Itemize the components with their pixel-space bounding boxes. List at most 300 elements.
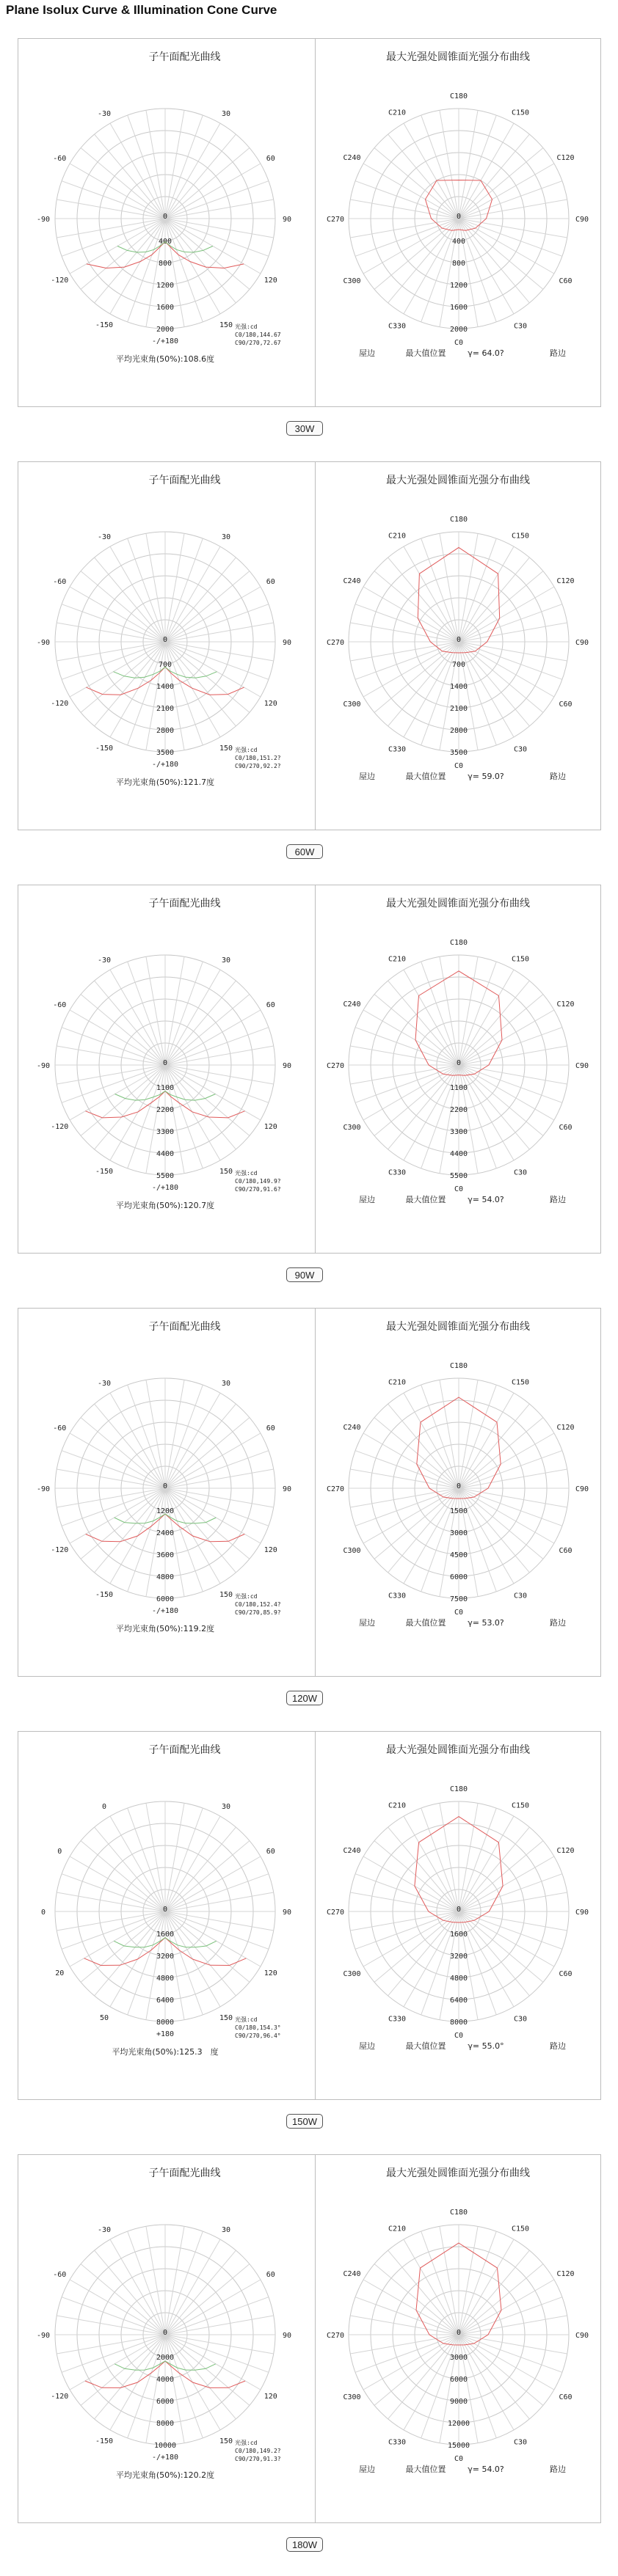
radial-label: 12000	[447, 2420, 470, 2428]
meridian-title: 子午面配光曲线	[148, 2167, 221, 2179]
angle-label: -30	[97, 1380, 112, 1388]
cone-title: 最大光强处圆锥面光强分布曲线	[386, 51, 530, 63]
angle-label: 30	[221, 2226, 231, 2235]
meridian-chart	[18, 39, 352, 408]
angle-label: 120	[263, 1969, 277, 1977]
cone-bottom-label: γ= 54.0?	[468, 2465, 504, 2474]
cone-angle-label: C330	[388, 2438, 407, 2447]
angle-label: 120	[263, 1546, 277, 1554]
cone-angle-label: C330	[388, 1168, 407, 1177]
cone-angle-label: C30	[513, 322, 528, 331]
angle-label: 150	[219, 744, 233, 753]
radial-label: 2100	[156, 705, 175, 713]
cone-angle-label: C0	[454, 2032, 464, 2040]
legend-entry: C0/180,151.2?	[235, 755, 281, 761]
radial-label: 4800	[156, 1975, 175, 1983]
cone-angle-label: C60	[559, 700, 572, 709]
cone-chart	[316, 885, 602, 1254]
radial-label: 1100	[156, 1084, 175, 1092]
meridian-panel	[18, 2154, 352, 2523]
radial-label: 10000	[153, 2442, 177, 2450]
radial-label: 3500	[156, 749, 175, 757]
legend-title: 光强:cd	[235, 1170, 258, 1177]
meridian-chart	[18, 1309, 352, 1677]
cone-angle-label: C210	[388, 532, 407, 541]
legend-entry: C90/270,91.3?	[235, 2456, 281, 2462]
angle-label: -/+180	[151, 337, 179, 345]
angle-label: -60	[53, 1001, 67, 1009]
cone-angle-label: C150	[511, 1378, 530, 1387]
angle-label: -60	[53, 1424, 67, 1432]
angle-label: 90	[282, 1909, 292, 1917]
cone-bottom-label: γ= 55.0°	[468, 2041, 504, 2051]
cone-angle-label: C150	[511, 1801, 530, 1810]
power-badge: 30W	[286, 421, 323, 436]
radial-label: 6000	[449, 2376, 468, 2384]
angle-label: 30	[221, 956, 231, 965]
radial-label: 4800	[449, 1975, 468, 1983]
meridian-panel	[18, 1308, 352, 1677]
cone-title: 最大光强处圆锥面光强分布曲线	[386, 475, 530, 486]
meridian-chart	[18, 2155, 352, 2524]
angle-label: -/+180	[151, 1184, 179, 1192]
meridian-chart	[18, 885, 352, 1254]
radial-label: 1200	[156, 1507, 175, 1515]
angle-label: -30	[97, 2226, 112, 2235]
center-label: 0	[162, 1059, 168, 1067]
angle-label: 30	[221, 1803, 231, 1812]
radial-label: 9000	[449, 2398, 468, 2406]
cone-angle-label: C90	[575, 1909, 589, 1917]
center-label: 0	[456, 1482, 462, 1490]
angle-label: 30	[221, 110, 231, 119]
cone-angle-label: C270	[326, 216, 345, 224]
radial-label: 800	[158, 260, 172, 268]
beam-angle-label: 平均光束角(50%):125.3 度	[112, 2047, 219, 2057]
cone-angle-label: C30	[513, 2438, 528, 2447]
radial-label: 6000	[156, 2398, 175, 2406]
radial-label: 3000	[449, 1529, 468, 1537]
radial-label: 3300	[156, 1128, 175, 1136]
angle-label: +180	[156, 2030, 175, 2038]
legend-title: 光强:cd	[235, 1593, 258, 1600]
radial-label: 8000	[449, 2019, 468, 2027]
radial-label: 15000	[447, 2442, 470, 2450]
cone-bottom-label: 屋边	[359, 2465, 375, 2474]
legend-entry: C90/270,91.6?	[235, 1186, 281, 1193]
cone-angle-label: C90	[575, 1485, 589, 1493]
radial-label: 4400	[156, 1150, 175, 1158]
radial-label: 1200	[156, 282, 175, 290]
center-label: 0	[162, 1906, 168, 1914]
angle-label: 150	[219, 321, 233, 329]
cone-angle-label: C240	[343, 1847, 361, 1855]
center-label: 0	[162, 2329, 168, 2337]
cone-bottom-label: 最大值位置	[405, 772, 446, 781]
beam-angle-label: 平均光束角(50%):120.7度	[115, 1201, 215, 1210]
angle-label: 60	[266, 1001, 275, 1009]
cone-angle-label: C90	[575, 216, 589, 224]
center-label: 0	[162, 213, 168, 221]
cone-angle-label: C210	[388, 955, 407, 964]
angle-label: -/+180	[151, 1607, 179, 1615]
meridian-panel	[18, 885, 352, 1254]
cone-angle-label: C60	[559, 1970, 572, 1978]
angle-label: 120	[263, 700, 277, 708]
angle-label: 50	[99, 2013, 109, 2022]
power-badge: 180W	[286, 2537, 323, 2552]
center-label: 0	[162, 636, 168, 644]
cone-bottom-label: γ= 53.0?	[468, 1618, 504, 1628]
angle-label: 0	[40, 1909, 46, 1917]
angle-label: -150	[95, 321, 114, 329]
cone-angle-label: C60	[559, 2393, 572, 2401]
radial-label: 6400	[449, 1997, 468, 2005]
radial-label: 4000	[156, 2376, 175, 2384]
beam-angle-label: 平均光束角(50%):120.2度	[115, 2470, 215, 2480]
cone-bottom-label: 路边	[550, 2041, 566, 2051]
legend-title: 光强:cd	[235, 323, 258, 330]
cone-bottom-label: 路边	[550, 1195, 566, 1204]
radial-label: 1400	[449, 683, 468, 691]
cone-bottom-label: 屋边	[359, 348, 375, 358]
legend-entry: C0/180,152.4?	[235, 1601, 281, 1608]
angle-label: 120	[263, 277, 277, 285]
cone-panel	[315, 38, 601, 407]
angle-label: -150	[95, 2437, 114, 2445]
cone-angle-label: C270	[326, 1485, 345, 1493]
angle-label: -150	[95, 744, 114, 753]
angle-label: 30	[221, 1380, 231, 1388]
cone-angle-label: C180	[449, 92, 468, 100]
cone-panel	[315, 1731, 601, 2100]
meridian-panel	[18, 1731, 352, 2100]
legend-title: 光强:cd	[235, 2016, 258, 2023]
cone-bottom-label: 屋边	[359, 772, 375, 781]
cone-angle-label: C330	[388, 1592, 407, 1600]
cone-panel	[315, 1308, 601, 1677]
radial-label: 2000	[449, 326, 468, 334]
cone-angle-label: C270	[326, 1909, 345, 1917]
cone-angle-label: C300	[343, 277, 361, 285]
cone-angle-label: C180	[449, 1362, 468, 1370]
radial-label: 2800	[449, 727, 468, 735]
radial-label: 4400	[449, 1150, 468, 1158]
cone-angle-label: C0	[454, 1609, 464, 1617]
cone-bottom-label: 路边	[550, 772, 566, 781]
beam-angle-label: 平均光束角(50%):108.6度	[115, 354, 215, 364]
cone-angle-label: C300	[343, 1970, 361, 1978]
radial-label: 2100	[449, 705, 468, 713]
cone-chart	[316, 39, 602, 408]
cone-angle-label: C210	[388, 1801, 407, 1810]
angle-label: -90	[36, 216, 51, 224]
meridian-title: 子午面配光曲线	[148, 898, 221, 910]
angle-label: 90	[282, 216, 292, 224]
cone-angle-label: C240	[343, 2270, 361, 2278]
cone-angle-label: C30	[513, 2015, 528, 2024]
beam-angle-label: 平均光束角(50%):121.7度	[115, 777, 215, 787]
cone-bottom-label: 路边	[550, 1618, 566, 1628]
radial-label: 1600	[156, 1931, 175, 1939]
radial-label: 1400	[156, 683, 175, 691]
angle-label: 90	[282, 1485, 292, 1493]
power-badge: 120W	[286, 1691, 323, 1705]
radial-label: 1600	[156, 304, 175, 312]
cone-angle-label: C300	[343, 1547, 361, 1555]
cone-angle-label: C150	[511, 109, 530, 117]
cone-angle-label: C270	[326, 2332, 345, 2340]
radial-label: 5500	[449, 1172, 468, 1180]
meridian-chart	[18, 462, 352, 831]
cone-bottom-label: 屋边	[359, 2041, 375, 2051]
beam-angle-label: 平均光束角(50%):119.2度	[115, 1624, 215, 1633]
angle-label: -60	[53, 578, 67, 586]
radial-label: 4800	[156, 1573, 175, 1581]
radial-label: 2800	[156, 727, 175, 735]
radial-label: 3500	[449, 749, 468, 757]
angle-label: -60	[53, 2271, 67, 2279]
angle-label: 90	[282, 639, 292, 647]
cone-angle-label: C210	[388, 2225, 407, 2233]
meridian-title: 子午面配光曲线	[148, 1321, 221, 1333]
cone-angle-label: C0	[454, 339, 464, 347]
angle-label: -150	[95, 1590, 114, 1599]
legend-entry: C0/180,154.3°	[235, 2024, 281, 2031]
angle-label: 150	[219, 2013, 233, 2022]
radial-label: 3000	[449, 2354, 468, 2362]
center-label: 0	[456, 1059, 462, 1067]
cone-panel	[315, 885, 601, 1254]
cone-angle-label: C30	[513, 1168, 528, 1177]
radial-label: 7500	[449, 1595, 468, 1603]
cone-angle-label: C180	[449, 1785, 468, 1793]
angle-label: 90	[282, 1062, 292, 1070]
radial-label: 2000	[156, 326, 175, 334]
cone-angle-label: C60	[559, 277, 572, 285]
cone-angle-label: C300	[343, 1124, 361, 1132]
cone-angle-label: C330	[388, 322, 407, 331]
radial-label: 8000	[156, 2420, 175, 2428]
meridian-title: 子午面配光曲线	[148, 1744, 221, 1756]
angle-label: 0	[101, 1803, 107, 1812]
angle-label: -30	[97, 533, 112, 542]
cone-angle-label: C150	[511, 532, 530, 541]
cone-angle-label: C330	[388, 2015, 407, 2024]
angle-label: -/+180	[151, 761, 179, 769]
cone-bottom-label: 屋边	[359, 1195, 375, 1204]
angle-label: -90	[36, 1062, 51, 1070]
radial-label: 2000	[156, 2354, 175, 2362]
angle-label: -90	[36, 639, 51, 647]
cone-angle-label: C240	[343, 577, 361, 585]
meridian-chart	[18, 1732, 352, 2101]
cone-angle-label: C30	[513, 745, 528, 754]
center-label: 0	[456, 636, 462, 644]
cone-angle-label: C240	[343, 1000, 361, 1009]
legend-entry: C0/180,144.67	[235, 332, 281, 338]
power-badge: 150W	[286, 2114, 323, 2129]
radial-label: 3200	[156, 1953, 175, 1961]
angle-label: 150	[219, 2437, 233, 2445]
cone-angle-label: C150	[511, 2225, 530, 2233]
cone-angle-label: C60	[559, 1547, 572, 1555]
angle-label: -60	[53, 155, 67, 163]
cone-bottom-label: 最大值位置	[405, 2041, 446, 2051]
cone-chart	[316, 462, 602, 831]
radial-label: 8000	[156, 2019, 175, 2027]
angle-label: -90	[36, 2332, 51, 2340]
angle-label: 0	[57, 1848, 62, 1856]
cone-title: 最大光强处圆锥面光强分布曲线	[386, 1321, 530, 1333]
legend-entry: C90/270,85.9?	[235, 1609, 281, 1616]
meridian-panel	[18, 38, 352, 407]
angle-label: -150	[95, 1167, 114, 1176]
cone-angle-label: C300	[343, 2393, 361, 2401]
cone-bottom-label: 最大值位置	[405, 2465, 446, 2474]
center-label: 0	[456, 2329, 462, 2337]
radial-label: 800	[451, 260, 466, 268]
legend-entry: C90/270,96.4°	[235, 2032, 281, 2039]
legend-entry: C90/270,92.2?	[235, 763, 281, 769]
angle-label: 120	[263, 1123, 277, 1131]
radial-label: 2400	[156, 1529, 175, 1537]
cone-angle-label: C150	[511, 955, 530, 964]
cone-bottom-label: 最大值位置	[405, 1618, 446, 1628]
cone-title: 最大光强处圆锥面光强分布曲线	[386, 2167, 530, 2179]
cone-angle-label: C120	[556, 154, 575, 162]
cone-chart	[316, 2155, 602, 2524]
cone-panel	[315, 2154, 601, 2523]
radial-label: 3300	[449, 1128, 468, 1136]
cone-bottom-label: γ= 64.0?	[468, 348, 504, 358]
radial-label: 5500	[156, 1172, 175, 1180]
page-title: Plane Isolux Curve & Illumination Cone Curve	[6, 3, 277, 17]
angle-label: 60	[266, 2271, 275, 2279]
angle-label: -120	[51, 700, 69, 708]
angle-label: -120	[51, 1123, 69, 1131]
angle-label: 60	[266, 155, 275, 163]
cone-angle-label: C90	[575, 1062, 589, 1070]
radial-label: 1200	[449, 282, 468, 290]
power-badge: 90W	[286, 1267, 323, 1282]
cone-angle-label: C210	[388, 1378, 407, 1387]
angle-label: 60	[266, 1848, 275, 1856]
radial-label: 700	[158, 661, 172, 669]
angle-label: 120	[263, 2393, 277, 2401]
cone-angle-label: C90	[575, 639, 589, 647]
radial-label: 6000	[449, 1573, 468, 1581]
radial-label: 3200	[449, 1953, 468, 1961]
angle-label: 150	[219, 1590, 233, 1599]
cone-angle-label: C240	[343, 1424, 361, 1432]
radial-label: 1600	[449, 304, 468, 312]
radial-label: 4500	[449, 1551, 468, 1559]
radial-label: 6000	[156, 1595, 175, 1603]
cone-bottom-label: 路边	[550, 348, 566, 358]
cone-angle-label: C180	[449, 2209, 468, 2217]
cone-angle-label: C60	[559, 1124, 572, 1132]
cone-angle-label: C330	[388, 745, 407, 754]
radial-label: 3600	[156, 1551, 175, 1559]
cone-angle-label: C0	[454, 1185, 464, 1193]
meridian-panel	[18, 461, 352, 830]
angle-label: 90	[282, 2332, 292, 2340]
radial-label: 1600	[449, 1931, 468, 1939]
radial-label: 2200	[156, 1106, 175, 1114]
cone-title: 最大光强处圆锥面光强分布曲线	[386, 1744, 530, 1756]
power-badge: 60W	[286, 844, 323, 859]
center-label: 0	[456, 213, 462, 221]
angle-label: -120	[51, 277, 69, 285]
cone-angle-label: C240	[343, 154, 361, 162]
radial-label: 6400	[156, 1997, 175, 2005]
cone-angle-label: C210	[388, 109, 407, 117]
cone-angle-label: C120	[556, 2270, 575, 2278]
legend-title: 光强:cd	[235, 2440, 258, 2446]
cone-angle-label: C300	[343, 700, 361, 709]
center-label: 0	[162, 1482, 168, 1490]
cone-bottom-label: 最大值位置	[405, 348, 446, 358]
cone-angle-label: C180	[449, 516, 468, 524]
angle-label: -90	[36, 1485, 51, 1493]
cone-angle-label: C180	[449, 939, 468, 947]
radial-label: 400	[158, 238, 172, 246]
angle-label: 60	[266, 578, 275, 586]
angle-label: 30	[221, 533, 231, 542]
cone-angle-label: C120	[556, 577, 575, 585]
cone-angle-label: C120	[556, 1847, 575, 1855]
cone-angle-label: C90	[575, 2332, 589, 2340]
cone-angle-label: C0	[454, 2455, 464, 2463]
cone-bottom-label: 屋边	[359, 1618, 375, 1628]
cone-bottom-label: 最大值位置	[405, 1195, 446, 1204]
legend-entry: C90/270,72.67	[235, 340, 281, 346]
cone-panel	[315, 461, 601, 830]
radial-label: 700	[451, 661, 466, 669]
cone-chart	[316, 1732, 602, 2101]
radial-label: 2200	[449, 1106, 468, 1114]
angle-label: -30	[97, 110, 112, 119]
legend-entry: C0/180,149.9?	[235, 1178, 281, 1185]
cone-angle-label: C0	[454, 762, 464, 770]
radial-label: 1500	[449, 1507, 468, 1515]
meridian-title: 子午面配光曲线	[148, 51, 221, 63]
radial-label: 1100	[449, 1084, 468, 1092]
cone-angle-label: C270	[326, 639, 345, 647]
cone-angle-label: C270	[326, 1062, 345, 1070]
angle-label: -120	[51, 2393, 69, 2401]
meridian-title: 子午面配光曲线	[148, 475, 221, 486]
angle-label: 20	[55, 1969, 65, 1977]
center-label: 0	[456, 1906, 462, 1914]
cone-angle-label: C120	[556, 1000, 575, 1009]
angle-label: -/+180	[151, 2454, 179, 2462]
angle-label: 60	[266, 1424, 275, 1432]
cone-bottom-label: γ= 59.0?	[468, 772, 504, 781]
angle-label: -120	[51, 1546, 69, 1554]
cone-title: 最大光强处圆锥面光强分布曲线	[386, 898, 530, 910]
legend-entry: C0/180,149.2?	[235, 2448, 281, 2454]
cone-chart	[316, 1309, 602, 1677]
cone-bottom-label: γ= 54.0?	[468, 1195, 504, 1204]
cone-angle-label: C120	[556, 1424, 575, 1432]
legend-title: 光强:cd	[235, 747, 258, 753]
angle-label: -30	[97, 956, 112, 965]
cone-bottom-label: 路边	[550, 2465, 566, 2474]
angle-label: 150	[219, 1167, 233, 1176]
cone-angle-label: C30	[513, 1592, 528, 1600]
